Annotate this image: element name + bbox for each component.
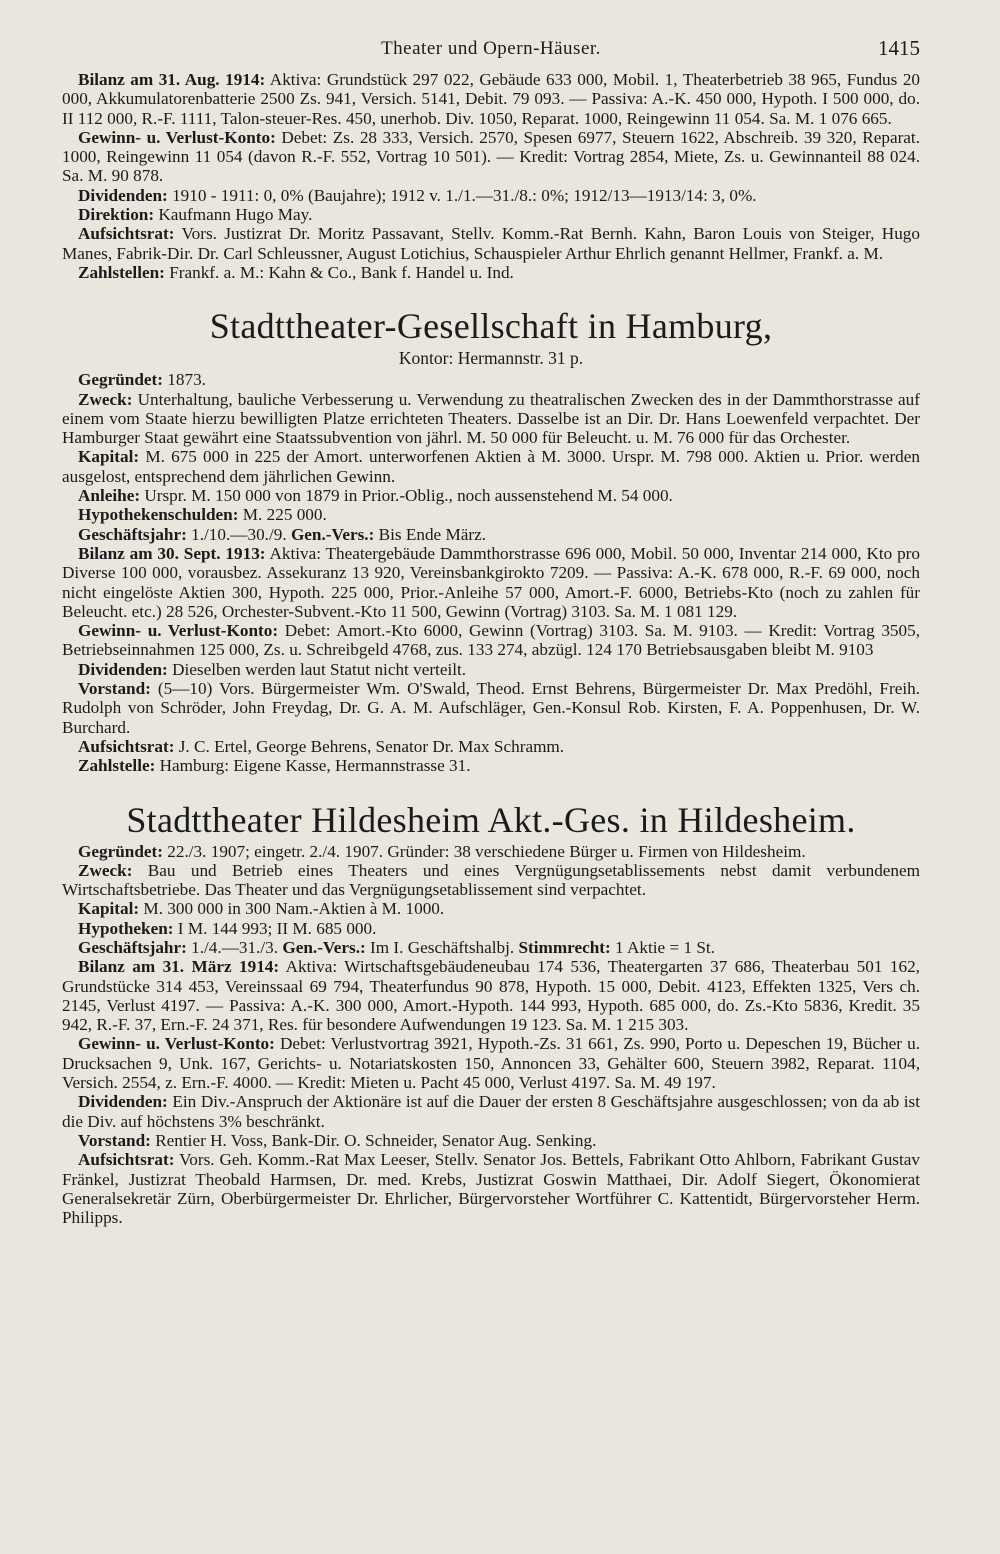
geschaeftsjahr-paragraph bbox=[62, 525, 920, 544]
zweck-text: Bau und Betrieb eines Theaters und eines Vergnügungsetablissements nebst damit verbundenem Wirtschaftsbetriebe. Das Theater und das Vergnügungsetablissement sind verpachtet. bbox=[62, 860, 921, 900]
genvers-label: Gen.-Vers.: bbox=[282, 937, 366, 957]
geschaeftsjahr-label: Geschäftsjahr: bbox=[78, 937, 187, 957]
gegruendet-label: Gegründet: bbox=[78, 370, 163, 390]
entry-hamburg bbox=[62, 370, 920, 775]
gegruendet-text: 22./3. 1907; eingetr. 2./4. 1907. Gründer: 38 verschiedene Bürger u. Firmen von Hildesheim. bbox=[167, 841, 806, 861]
zahlstellen-paragraph bbox=[62, 263, 920, 282]
aufsichtsrat-paragraph bbox=[62, 224, 920, 263]
dividenden-text: 1910 - 1911: 0, 0% (Baujahre); 1912 v. 1./1.—31./8.: 0%; 1912/13—1913/14: 3, 0%. bbox=[172, 185, 757, 205]
zahlstelle-paragraph bbox=[62, 756, 920, 775]
zahlstelle-label: Zahlstelle: bbox=[78, 756, 156, 776]
vorstand-paragraph bbox=[62, 679, 920, 737]
hypotheken-text: M. 225 000. bbox=[242, 505, 327, 525]
aufsichtsrat-label: Aufsichtsrat: bbox=[78, 224, 175, 244]
dividenden-label: Dividenden: bbox=[78, 659, 168, 679]
kapital-label: Kapital: bbox=[78, 899, 140, 919]
dividenden-label: Dividenden: bbox=[78, 1092, 168, 1112]
hypotheken-paragraph bbox=[62, 919, 920, 938]
aufsichtsrat-label: Aufsichtsrat: bbox=[78, 736, 175, 756]
vorstand-label: Vorstand: bbox=[78, 1130, 151, 1150]
zahlstelle-text: Hamburg: Eigene Kasse, Hermannstrasse 31. bbox=[159, 756, 471, 776]
aufsichtsrat-text: Vors. Geh. Komm.-Rat Max Leeser, Stellv. Senator Jos. Bettels, Fabrikant Otto Ahlborn, Fabrikant Gustav Fränkel, Justizrat Theobald Harmsen, Dr. med. Krebs, Justizrat Goswin Matthaei, Dir. Adolf Siegert, Ökonomierat Generalsekretär Zürn, Oberbürgermeister Dr. Ehrlicher, Bürgervorsteher Wortführer C. Kattentidt, Bürgervorsteher Herm. Philipps. bbox=[62, 1150, 920, 1228]
aufsichtsrat-paragraph bbox=[62, 1150, 920, 1227]
hypotheken-label: Hypotheken: bbox=[78, 918, 174, 938]
stimmrecht-text: 1 Aktie = 1 St. bbox=[615, 937, 715, 957]
gegruendet-label: Gegründet: bbox=[78, 841, 163, 861]
dividenden-paragraph bbox=[62, 186, 920, 205]
dividenden-text: Ein Div.-Anspruch der Aktionäre ist auf die Dauer der ersten 8 Geschäftsjahre ausgeschlossen; von da ab ist die Div. auf höchstens 3% beschränkt. bbox=[62, 1092, 920, 1131]
gewinn-paragraph bbox=[62, 621, 920, 660]
genvers-label: Gen.-Vers.: bbox=[290, 524, 375, 544]
bilanz-label: Bilanz am 30. Sept. 1913: bbox=[78, 543, 266, 563]
page-header bbox=[62, 30, 920, 70]
page-number: 1415 bbox=[878, 36, 920, 60]
company-address-hamburg: Kontor: Hermannstr. 31 p. bbox=[398, 348, 584, 369]
company-title-hildesheim: Stadttheater Hildesheim Akt.-Ges. in Hildesheim. bbox=[126, 799, 856, 840]
company-title-hamburg: Stadttheater-Gesellschaft in Hamburg, bbox=[209, 306, 773, 347]
genvers-text: Im I. Geschäftshalbj. bbox=[370, 937, 515, 957]
entry-hildesheim bbox=[62, 842, 920, 1228]
geschaeftsjahr-label: Geschäftsjahr: bbox=[78, 524, 187, 544]
direktion-paragraph bbox=[62, 205, 920, 224]
dividenden-label: Dividenden: bbox=[78, 185, 168, 205]
bilanz-paragraph bbox=[62, 544, 920, 621]
running-title: Theater und Opern-Häuser. bbox=[381, 38, 601, 59]
stimmrecht-label: Stimmrecht: bbox=[518, 937, 611, 957]
aufsichtsrat-text: J. C. Ertel, George Behrens, Senator Dr. Max Schramm. bbox=[178, 736, 565, 756]
gewinn-text: Debet: Verlustvortrag 3921, Hypoth.-Zs. 31 661, Zs. 990, Porto u. Depeschen 19, Bücher u. Drucksachen 9, Unk. 167, Gerichts- u. Notariatskosten 150, Annoncen 33, Gehälter 600, Steuern 3982, Reparat. 1104, Versich. 2554, z. Ern.-F. 4000. — Kredit: Mieten u. Pacht 45 000, Verlust 4197. Sa. M. 49 197. bbox=[62, 1034, 921, 1093]
gegruendet-paragraph bbox=[62, 370, 920, 389]
zweck-label: Zweck: bbox=[78, 389, 133, 409]
entry-continued bbox=[62, 70, 920, 282]
zahlstellen-label: Zahlstellen: bbox=[78, 262, 165, 282]
bilanz-label: Bilanz am 31. März 1914: bbox=[78, 957, 280, 977]
gewinn-text: Debet: Amort.-Kto 6000, Gewinn (Vortrag) 3103. Sa. M. 9103. — Kredit: Vortrag 3505, Betriebseinnahmen 125 000, Zs. u. Schreibgeld 4768, zus. 133 274, abzügl. 124 170 Betriebsausgaben bleibt M. 9103 bbox=[62, 621, 921, 660]
kapital-paragraph bbox=[62, 447, 920, 486]
vorstand-paragraph bbox=[62, 1131, 920, 1150]
vorstand-text: (5—10) Vors. Bürgermeister Wm. O'Swald, Theod. Ernst Behrens, Bürgermeister Dr. Max Predöhl, Freih. Rudolph von Schröder, John Freydag, Dr. G. A. M. Aufschläger, Gen.-Konsul Rob. Kirsten, F. A. Poppenhusen, Dr. W. Burchard. bbox=[62, 679, 920, 737]
gegruendet-text: 1873. bbox=[167, 370, 206, 390]
bilanz-text: Aktiva: Wirtschaftsgebäudeneubau 174 536, Theatergarten 37 686, Theaterbau 501 162, Grundstücke 314 453, Vereinssaal 69 794, Theaterfundus 90 878, Hypoth. 15 000, Debit. 4123, Effekten 1325, Vers ch. 2145, Verlust 4197. — Passiva: A.-K. 300 000, Amort.-Hypoth. 144 993, Hypoth. 685 000, do. Zs.-Kto 5836, Kredit. 35 942, R.-F. 37, Ern.-F. 24 371, Res. für besondere Aufwendungen 19 123. Sa. M. 1 215 303. bbox=[62, 957, 920, 1035]
geschaeftsjahr-text: 1./4.—31./3. bbox=[191, 937, 279, 957]
kapital-text: M. 300 000 in 300 Nam.-Aktien à M. 1000. bbox=[143, 899, 445, 919]
gegruendet-paragraph bbox=[62, 842, 920, 861]
anleihe-label: Anleihe: bbox=[78, 486, 141, 506]
zweck-paragraph bbox=[62, 861, 920, 900]
genvers-text: Bis Ende März. bbox=[378, 524, 487, 544]
gewinn-text: Debet: Zs. 28 333, Versich. 2570, Spesen 6977, Steuern 1622, Abschreib. 39 320, Reparat. 1000, Reingewinn 11 054 (davon R.-F. 552, Vortrag 10 501). — Kredit: Vortrag 2854, Miete, Zs. u. Gewinnanteil 88 024. Sa. M. 90 878. bbox=[62, 127, 920, 186]
gewinn-paragraph bbox=[62, 128, 920, 186]
kapital-paragraph bbox=[62, 899, 920, 918]
bilanz-text: Aktiva: Grundstück 297 022, Gebäude 633 000, Mobil. 1, Theaterbetrieb 38 965, Fundus 20 000, Akkumulatorenbatterie 2500 Zs. 941, Versich. 5141, Debit. 79 093. — Passiva: A.-K. 450 000, Hypoth. I 500 000, do. II 112 000, R.-F. 1111, Talon-steuer-Res. 450, unerhob. Div. 1050, Reparat. 1000, Reingewinn 11 054. Sa. M. 1 076 665. bbox=[62, 70, 921, 128]
dividenden-paragraph bbox=[62, 660, 920, 679]
bilanz-paragraph bbox=[62, 957, 920, 1034]
bilanz-paragraph bbox=[62, 70, 920, 128]
zweck-paragraph bbox=[62, 390, 920, 448]
hypotheken-paragraph bbox=[62, 505, 920, 524]
zweck-text: Unterhaltung, bauliche Verbesserung u. Verwendung zu theatralischen Zwecken des in der Dammthorstrasse auf einem vom Staate hierzu bewilligten Platze errichteten Theaters. Dasselbe ist an Dir. Dr. Hans Loewenfeld verpachtet. Der Hamburger Staat gewährt eine Staatssubvention von jährl. M. 50 000 für Beleucht. u. M. 76 000 für das Orchester. bbox=[62, 389, 920, 448]
direktion-label: Direktion: bbox=[78, 205, 155, 225]
kapital-text: M. 675 000 in 225 der Amort. unterworfenen Aktien à M. 3000. Urspr. M. 798 000. Aktien u. Prior. werden ausgelost, entsprechend dem jährlichen Gewinn. bbox=[62, 447, 921, 486]
gewinn-label: Gewinn- u. Verlust-Konto: bbox=[78, 621, 279, 641]
dividenden-paragraph bbox=[62, 1092, 920, 1131]
anleihe-text: Urspr. M. 150 000 von 1879 in Prior.-Oblig., noch aussenstehend M. 54 000. bbox=[144, 486, 673, 506]
gewinn-paragraph bbox=[62, 1034, 920, 1092]
geschaeftsjahr-paragraph bbox=[62, 938, 920, 957]
bilanz-text: Aktiva: Theatergebäude Dammthorstrasse 696 000, Mobil. 50 000, Inventar 214 000, Kto pro Diverse 100 000, vorausbez. Assekuranz 13 920, Vereinsbankgirokto 7209. — Passiva: A.-K. 678 000, R.-F. 69 000, noch nicht eingelöste Aktien 300, Hypoth. 225 000, Prior.-Anleihe 57 000, Amort.-F. 6000, Betriebs-Kto (noch zu zahlen für Beleucht. etc.) 28 526, Orchester-Subvent.-Kto 11 500, Gewinn (Vortrag) 3103. Sa. M. 1 081 129. bbox=[62, 543, 920, 621]
anleihe-paragraph bbox=[62, 486, 920, 505]
aufsichtsrat-label: Aufsichtsrat: bbox=[78, 1150, 175, 1170]
vorstand-label: Vorstand: bbox=[78, 679, 151, 699]
dividenden-text: Dieselben werden laut Statut nicht verteilt. bbox=[172, 659, 467, 679]
direktion-text: Kaufmann Hugo May. bbox=[158, 205, 313, 225]
vorstand-text: Rentier H. Voss, Bank-Dir. O. Schneider, Senator Aug. Senking. bbox=[155, 1130, 597, 1150]
bilanz-label: Bilanz am 31. Aug. 1914: bbox=[78, 70, 266, 89]
zahlstellen-text: Frankf. a. M.: Kahn & Co., Bank f. Handel u. Ind. bbox=[169, 262, 514, 282]
aufsichtsrat-paragraph bbox=[62, 737, 920, 756]
gewinn-label: Gewinn- u. Verlust-Konto: bbox=[78, 127, 276, 147]
aufsichtsrat-text: Vors. Justizrat Dr. Moritz Passavant, Stellv. Komm.-Rat Bernh. Kahn, Baron Louis von Steiger, Hugo Manes, Fabrik-Dir. Dr. Carl Schleussner, August Lotichius, Schauspieler Arthur Ehrlich genannt Hellmer, Frankf. a. M. bbox=[62, 224, 920, 263]
kapital-label: Kapital: bbox=[78, 447, 140, 467]
gewinn-label: Gewinn- u. Verlust-Konto: bbox=[78, 1034, 275, 1054]
hypotheken-text: I M. 144 993; II M. 685 000. bbox=[177, 918, 377, 938]
zweck-label: Zweck: bbox=[78, 860, 133, 880]
geschaeftsjahr-text: 1./10.—30./9. bbox=[191, 524, 287, 544]
hypotheken-label: Hypothekenschulden: bbox=[78, 505, 239, 525]
